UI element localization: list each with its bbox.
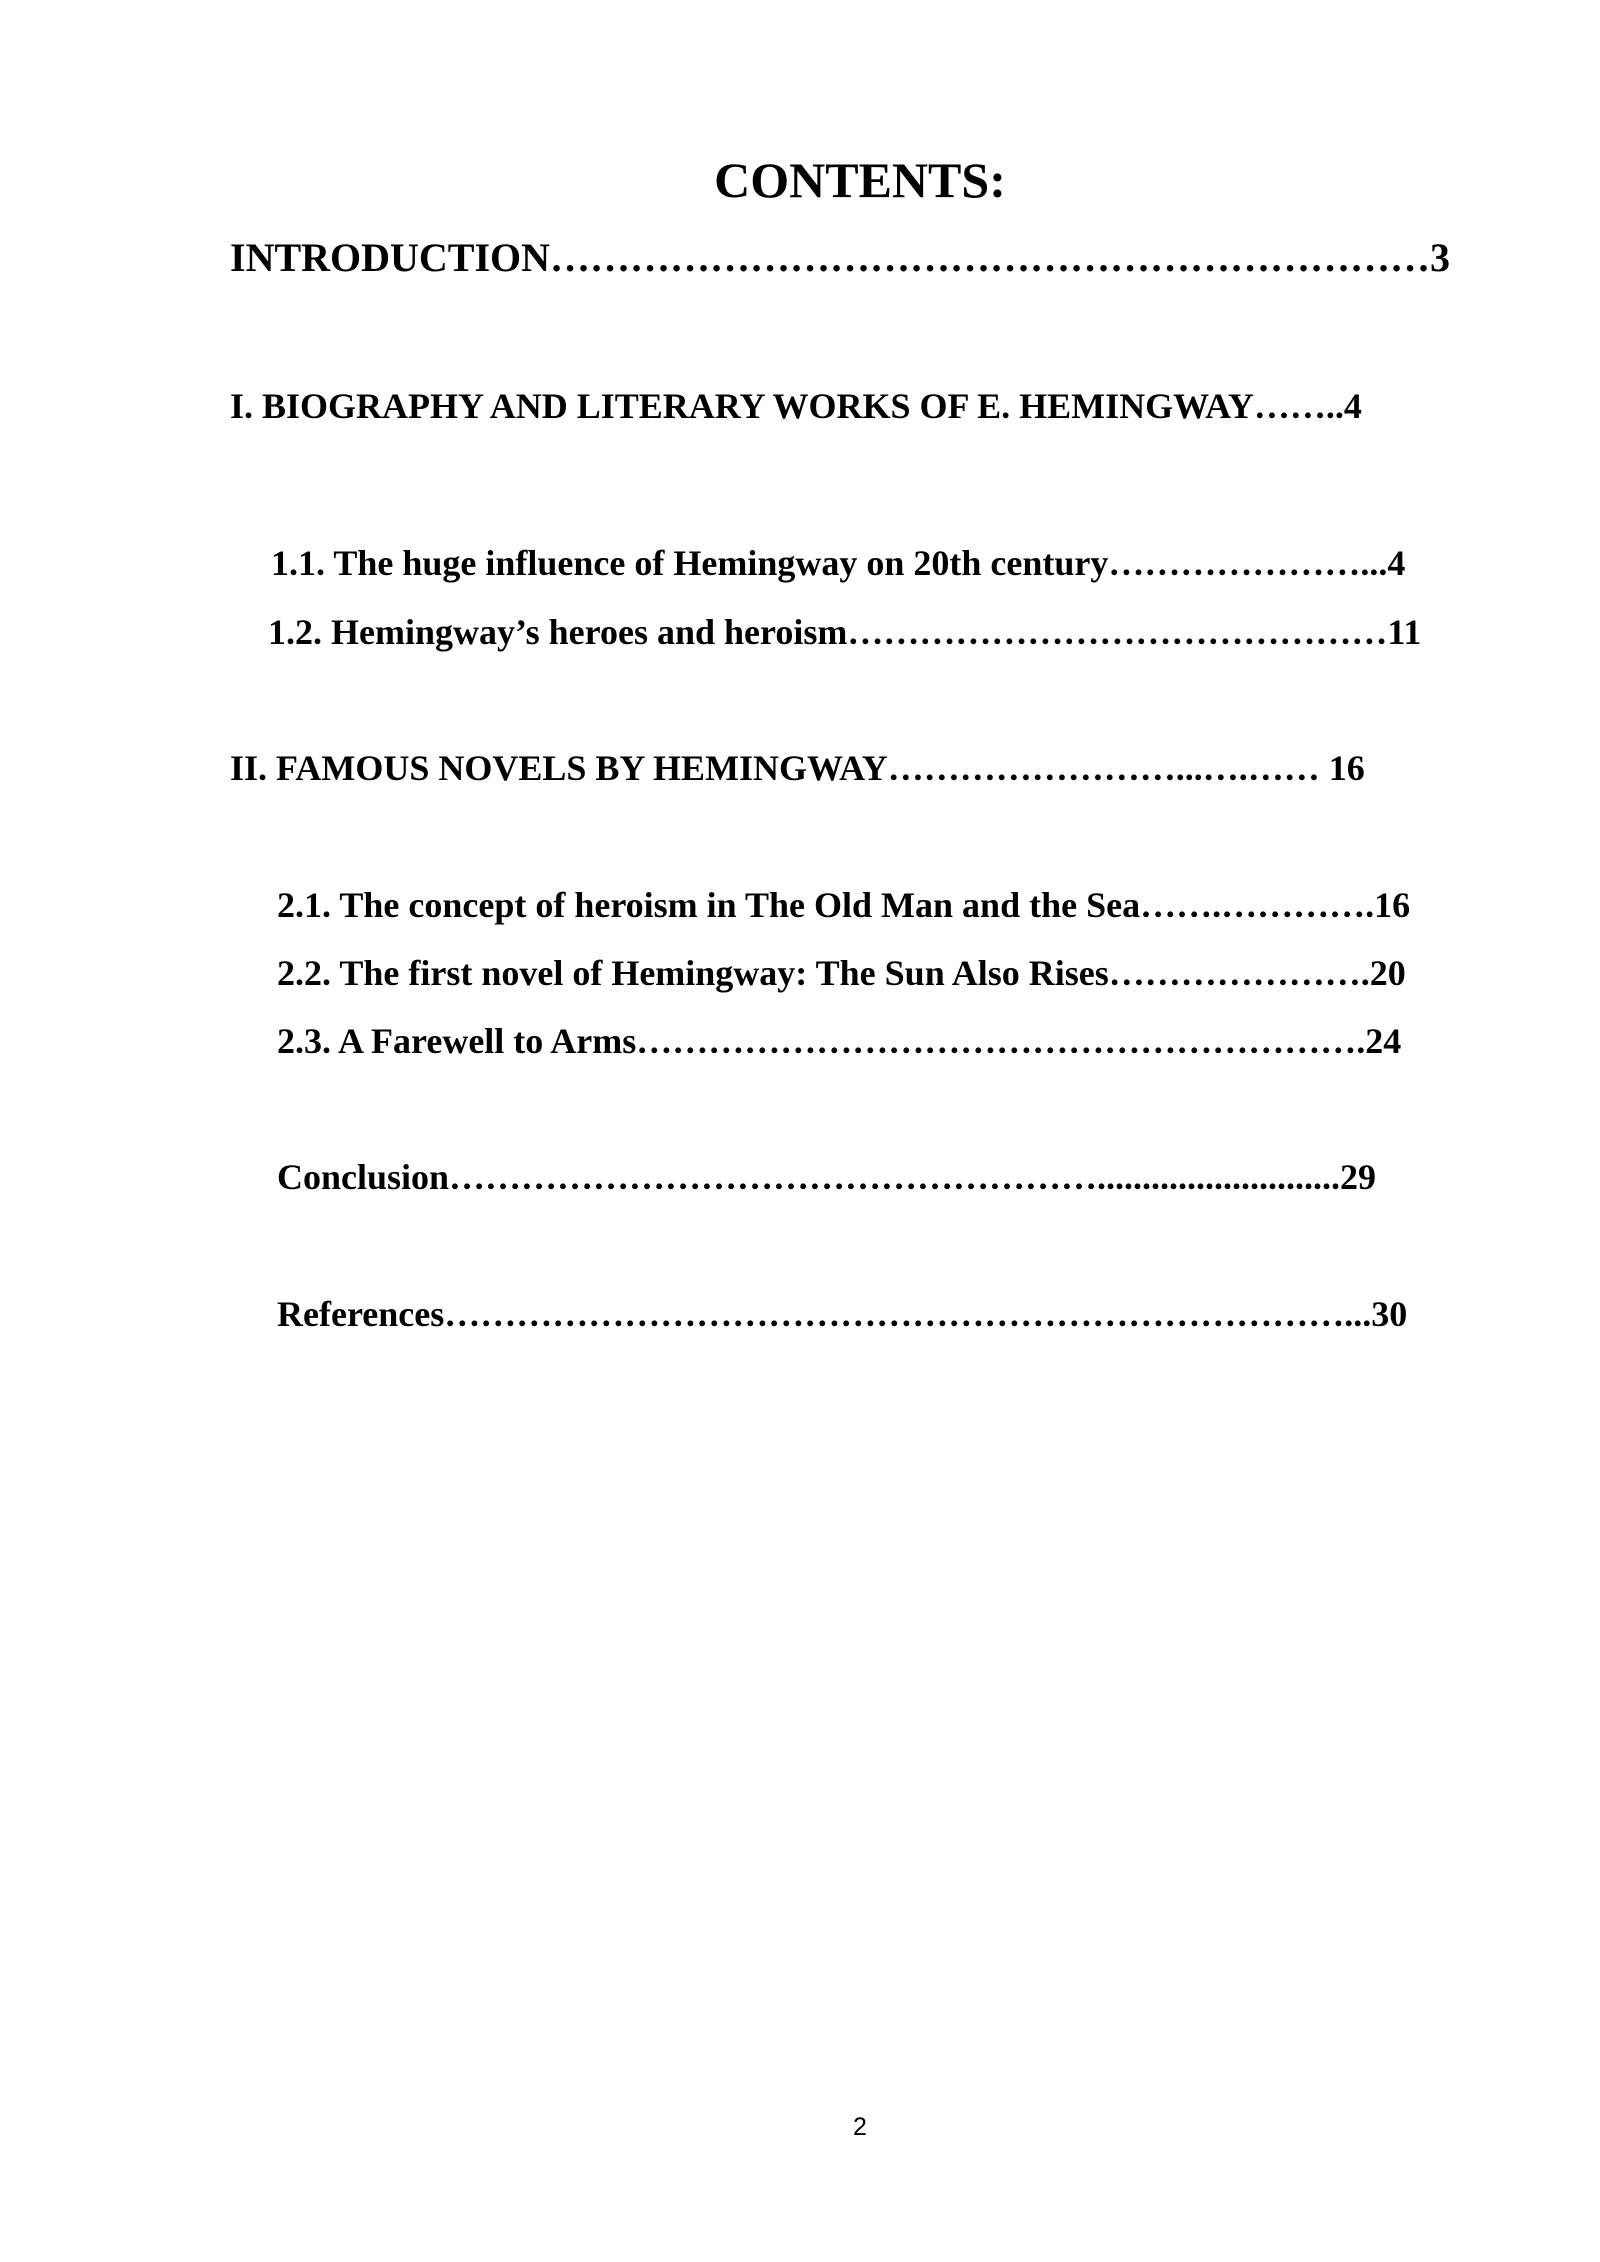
toc-entry-introduction: INTRODUCTION…………………………………………………………3 bbox=[230, 235, 1451, 280]
toc-entry-section-2-2: 2.2. The first novel of Hemingway: The Sun Also Rises………………….20 bbox=[277, 953, 1406, 993]
toc-entry-section-2-3: 2.3. A Farewell to Arms…………………………………………………….24 bbox=[277, 1021, 1402, 1061]
toc-entry-chapter-1: I. BIOGRAPHY AND LITERARY WORKS OF E. HEMINGWAY……..4 bbox=[230, 386, 1362, 426]
toc-entry-chapter-2: II. FAMOUS NOVELS BY HEMINGWAY……………………...….…… 16 bbox=[230, 748, 1365, 788]
toc-entry-section-1-1: 1.1. The huge influence of Hemingway on 20th century…………………...4 bbox=[271, 543, 1406, 583]
toc-entry-section-1-2: 1.2. Hemingway’s heroes and heroism………………………………………11 bbox=[268, 612, 1422, 652]
toc-entry-references: References…………………………………………………………………...30 bbox=[277, 1294, 1408, 1334]
toc-entry-conclusion: Conclusion………………………………………………...........................29 bbox=[277, 1157, 1377, 1197]
contents-title: CONTENTS: bbox=[714, 152, 1006, 208]
page-number: 2 bbox=[853, 2113, 867, 2141]
toc-entry-section-2-1: 2.1. The concept of heroism in The Old Man and the Sea…….………….16 bbox=[277, 885, 1411, 925]
